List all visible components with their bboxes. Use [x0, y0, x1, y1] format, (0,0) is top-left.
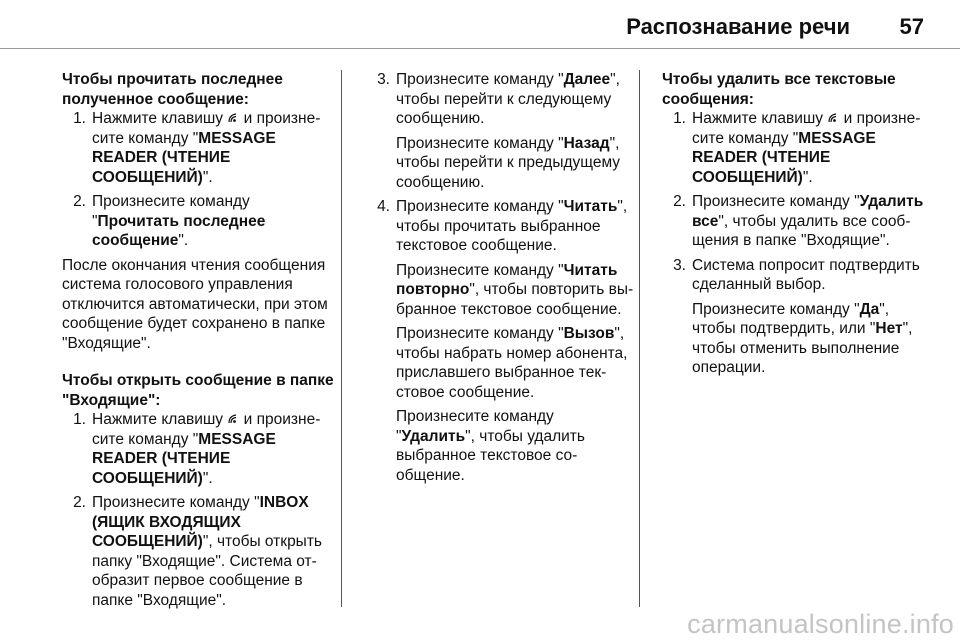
section-heading-open-inbox: Чтобы открыть сообщение в папке "Входящие": — [62, 372, 334, 409]
command-name: Читать — [563, 198, 618, 215]
voice-command-icon — [227, 112, 239, 124]
column-2 — [366, 70, 634, 485]
step-paragraph: Произнесите команду "Вызов", чтобы набрать номер абонента, приславшего выбранное текстовое сообщение. — [396, 325, 628, 401]
column-divider-1 — [341, 70, 342, 607]
step-paragraph: Произнесите команду "Читать", чтобы прочитать выбранное текстовое сообщение. — [396, 198, 628, 254]
step-text — [692, 256, 930, 378]
command-name: Читать повторно — [396, 261, 618, 298]
voice-command-icon — [227, 413, 239, 425]
step-2 — [62, 493, 334, 610]
step-3 — [662, 256, 930, 378]
command-name: Прочитать последнее сообщение — [92, 212, 266, 249]
step-number: 1. — [73, 411, 86, 428]
step-text: Нажмите клавишу и произнесите команду "MESSAGE READER (ЧТЕНИЕ СООБЩЕНИЙ)". — [92, 110, 321, 186]
step-2 — [662, 192, 930, 251]
step-number: 2. — [673, 193, 686, 210]
step-text: Нажмите клавишу и произнесите команду "MESSAGE READER (ЧТЕНИЕ СООБЩЕНИЙ)". — [692, 110, 921, 186]
step-text: Произнесите команду "Удалить все", чтобы удалить все сообщения в папке "Входящие". — [692, 193, 924, 249]
command-name: Да — [859, 300, 880, 318]
step-paragraph: Произнесите команду "Далее", чтобы перейти к следующему сообщению. — [396, 71, 620, 127]
watermark: carmanualsonline.info — [687, 609, 954, 639]
step-paragraph: Произнесите команду "Назад", чтобы перейти к предыдущему сообщению. — [396, 134, 621, 191]
step-paragraph: Произнесите команду "Удалить", чтобы удалить выбранное текстовое сообщение. — [396, 408, 585, 484]
step-1 — [62, 109, 334, 187]
header-divider — [0, 48, 960, 49]
step-1 — [62, 410, 334, 488]
step-1 — [662, 109, 930, 187]
page-number: 57 — [899, 14, 924, 39]
step-number: 3. — [673, 256, 686, 274]
section-heading-read-last: Чтобы прочитать последнее полученное сообщение: — [62, 71, 283, 108]
step-text: Произнесите команду "Прочитать последнее сообщение". — [92, 193, 266, 249]
step-4 — [366, 197, 634, 485]
step-number: 4. — [377, 198, 390, 215]
command-name: Вызов — [563, 325, 615, 342]
step-number: 2. — [73, 193, 86, 210]
step-paragraph: Произнесите команду "Читать повторно", чтобы повторить выбранное текстовое сообщение. — [396, 261, 634, 318]
command-name: MESSAGE READER (ЧТЕНИЕ СООБЩЕНИЙ) — [92, 129, 276, 186]
voice-command-icon — [827, 112, 839, 124]
column-3 — [662, 70, 930, 378]
step-text: Произнесите команду "INBOX (ЯЩИК ВХОДЯЩИХ СООБЩЕНИЙ)", чтобы открыть папку "Входящие". Система отобразит первое сообщение в папке "Входящие". — [92, 494, 322, 609]
step-number: 3. — [377, 71, 390, 88]
step-number: 2. — [73, 494, 86, 511]
command-name: INBOX (ЯЩИК ВХОДЯЩИХ СООБЩЕНИЙ) — [92, 494, 309, 550]
section-heading-delete-all: Чтобы удалить все текстовые сообщения: — [662, 71, 896, 108]
step-text — [396, 70, 634, 192]
command-name: MESSAGE READER (ЧТЕНИЕ СООБЩЕНИЙ) — [92, 430, 276, 487]
command-name: Назад — [563, 134, 610, 152]
column-divider-2 — [639, 70, 640, 607]
step-number: 1. — [73, 110, 86, 127]
column-1 — [62, 70, 334, 610]
step-3 — [366, 70, 634, 192]
step-text — [396, 197, 634, 485]
command-name: Нет — [875, 320, 903, 337]
info-paragraph: После окончания чтения сообщения система голосового управления отключится автоматически, при этом сообщение будет сохранено в папке "Входящие". — [62, 256, 328, 352]
step-2 — [62, 192, 334, 251]
command-name: Удалить — [401, 427, 466, 445]
command-name: MESSAGE READER (ЧТЕНИЕ СООБЩЕНИЙ) — [692, 129, 876, 186]
command-name: Удалить все — [692, 193, 924, 230]
page-title: Распознавание речи — [626, 14, 850, 39]
step-paragraph: Произнесите команду "Да", чтобы подтвердить, или "Нет", чтобы отменить выполнение операции. — [692, 300, 913, 376]
step-text: Нажмите клавишу и произнесите команду "MESSAGE READER (ЧТЕНИЕ СООБЩЕНИЙ)". — [92, 411, 321, 487]
command-name: Далее — [563, 71, 611, 88]
step-paragraph: Система попросит подтвердить сделанный выбор. — [692, 256, 920, 293]
step-number: 1. — [673, 110, 686, 127]
